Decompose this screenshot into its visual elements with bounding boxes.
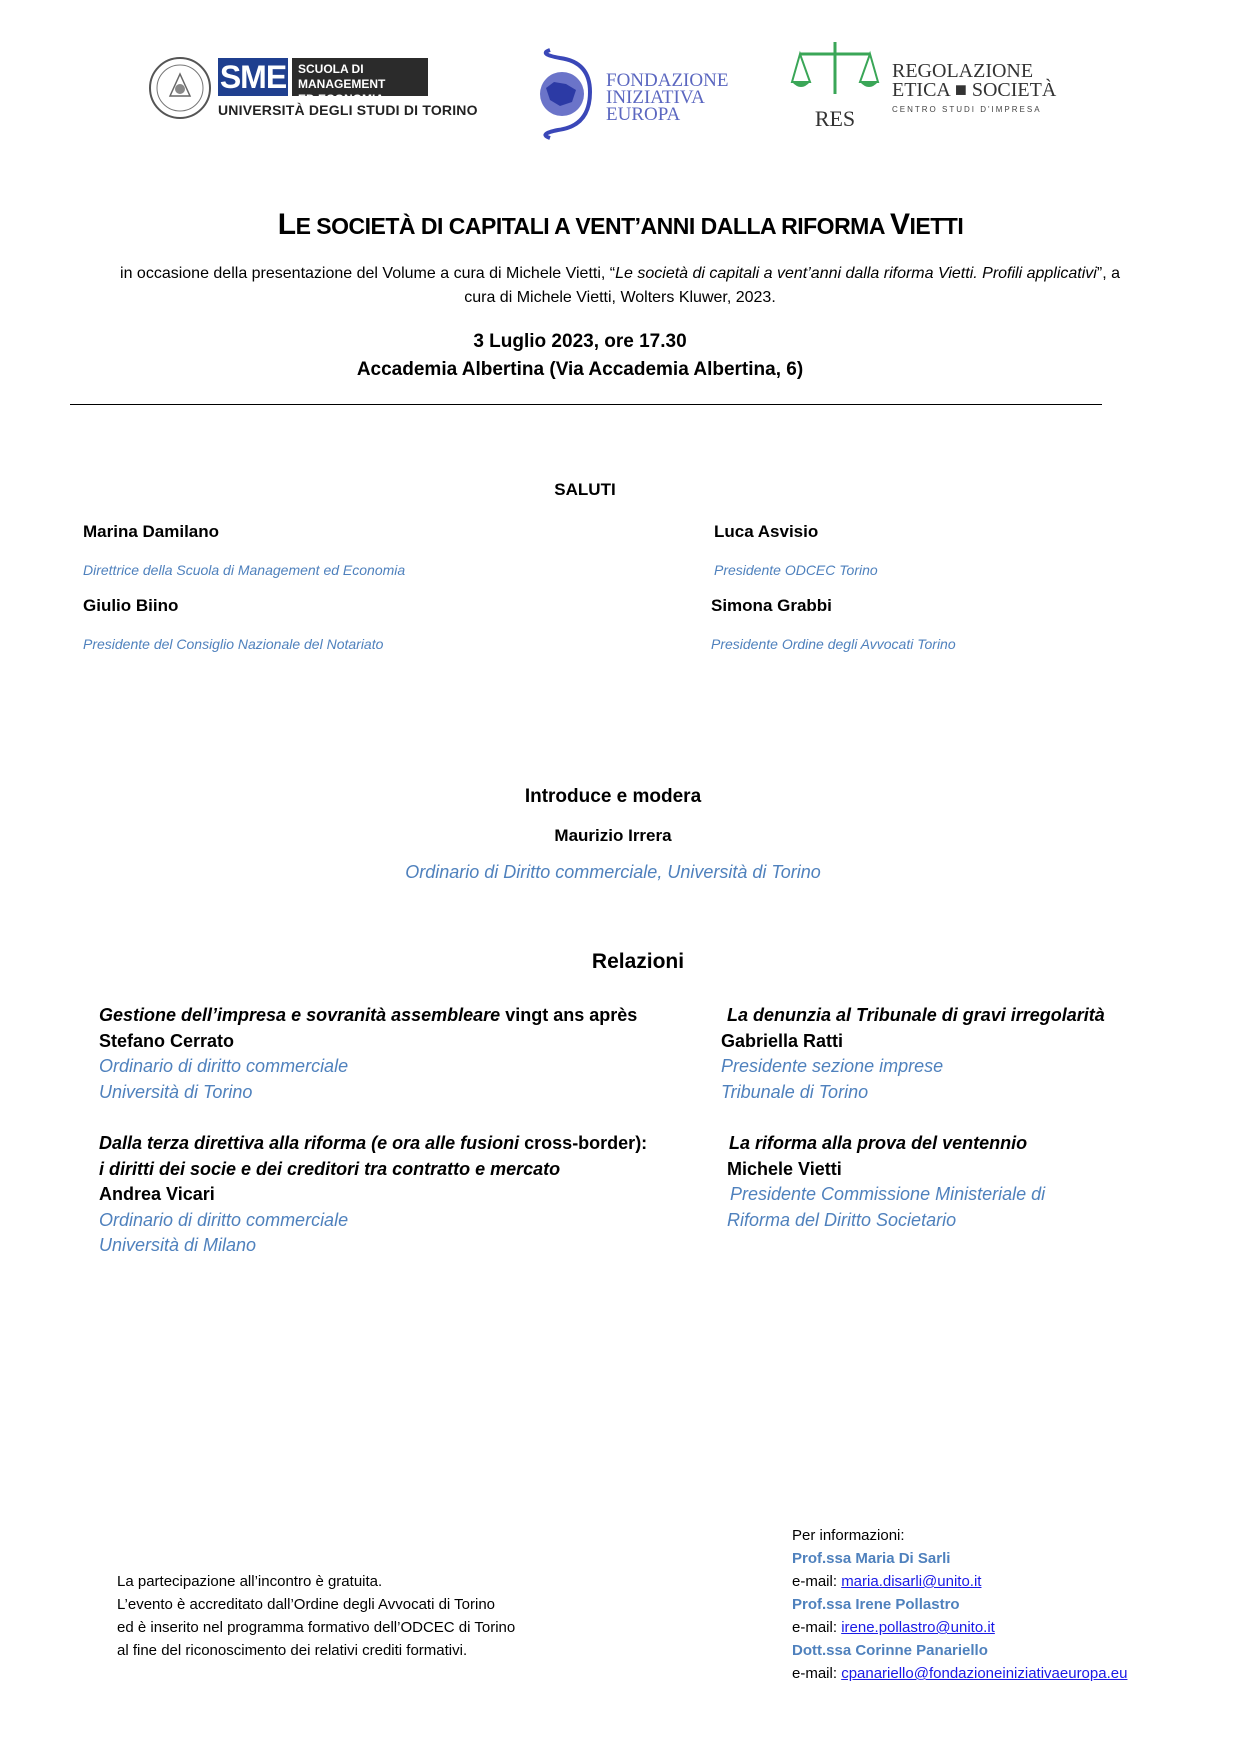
sme-logo-text: SCUOLA DI MANAGEMENT ED ECONOMIA — [292, 58, 428, 96]
saluti-role: Presidente ODCEC Torino — [714, 562, 878, 578]
talk-title-line2: i diritti dei socie e dei creditori tra contratto e mercato — [99, 1158, 561, 1179]
contact-email-link[interactable]: irene.pollastro@unito.it — [841, 1619, 995, 1636]
contact-name: Dott.ssa Corinne Panariello — [792, 1642, 988, 1659]
info-heading: Per informazioni: — [792, 1527, 905, 1544]
event-place: Accademia Albertina (Via Accademia Albertina, 6) — [356, 359, 804, 380]
university-seal-icon — [148, 56, 212, 120]
saluti-role: Presidente Ordine degli Avvocati Torino — [711, 636, 956, 652]
contact-info: Per informazioni: Prof.ssa Maria Di Sarli e-mail: maria.disarli@unito.it Prof.ssa Irene Pollastro e-mail: irene.pollastro@unito.it Dott.ssa Corinne Panariello e-mail: cpanariello@fondazioneiniziativaeuropa.eu — [792, 1524, 1127, 1685]
intro-name: Maurizio Irrera — [554, 826, 672, 845]
saluti-heading: SALUTI — [554, 480, 616, 499]
talk-speaker: Stefano Cerrato — [99, 1030, 235, 1051]
talk-speaker: Michele Vietti — [727, 1158, 842, 1179]
svg-text:RES: RES — [814, 106, 856, 131]
talk-role: Presidente Commissione Ministeriale di — [730, 1184, 1046, 1204]
saluti-role: Direttrice della Scuola di Management ed Economia — [83, 562, 406, 578]
talk-role: Ordinario di diritto commerciale — [99, 1056, 349, 1076]
talk-affiliation: Università di Milano — [99, 1235, 257, 1255]
contact-name: Prof.ssa Maria Di Sarli — [792, 1550, 951, 1567]
contact-name: Prof.ssa Irene Pollastro — [792, 1596, 960, 1613]
talk-item — [99, 1003, 637, 1105]
res-logo-text: REGOLAZIONE ETICA ■ SOCIETÀ — [892, 60, 1057, 101]
saluti-name: Giulio Biino — [83, 596, 179, 615]
contact-email-link[interactable]: cpanariello@fondazioneiniziativaeuropa.eu — [841, 1665, 1128, 1682]
talk-title: Gestione dell’impresa e sovranità assembleare vingt ans après — [99, 1005, 638, 1025]
talk-item — [727, 1131, 1045, 1233]
fondazione-logo-text: FONDAZIONE INIZIATIVA EUROPA — [606, 70, 729, 125]
talk-role: Ordinario di diritto commerciale — [99, 1209, 349, 1230]
talk-affiliation: Tribunale di Torino — [721, 1081, 869, 1102]
relazioni-heading: Relazioni — [591, 950, 685, 973]
saluti-name: Simona Grabbi — [711, 596, 832, 615]
contact-email-link[interactable]: maria.disarli@unito.it — [841, 1573, 982, 1590]
saluti-role: Presidente del Consiglio Nazionale del Notariato — [83, 636, 384, 652]
res-logo-subtitle: CENTRO STUDI D'IMPRESA — [892, 105, 1042, 114]
saluti-name: Marina Damilano — [83, 522, 220, 541]
talk-item — [99, 1131, 647, 1259]
intro-role: Ordinario di Diritto commerciale, Università di Torino — [405, 862, 821, 882]
talk-speaker: Andrea Vicari — [99, 1184, 215, 1204]
talk-title: Dalla terza direttiva alla riforma (e ora alle fusioni cross-border): — [99, 1133, 648, 1153]
talk-role: Presidente sezione imprese — [721, 1056, 944, 1076]
talk-speaker: Gabriella Ratti — [721, 1030, 844, 1051]
saluti-name: Luca Asvisio — [714, 522, 819, 541]
subtitle: in occasione della presentazione del Volume a cura di Michele Vietti, “Le società di capitali a vent’anni dalla riforma Vietti. Profili applicativi”, a cura di Michele Vietti, Wolters Kluwer, 2023. — [120, 265, 1120, 306]
page-title: LE SOCIETÀ DI CAPITALI A VENT’ANNI DALLA RIFORMA VIETTI — [277, 208, 964, 241]
event-info — [0, 328, 1160, 384]
divider — [70, 404, 1102, 405]
talk-affiliation: Riforma del Diritto Societario — [727, 1209, 957, 1230]
participation-note: La partecipazione all’incontro è gratuita. L’evento è accreditato dall’Ordine degli Avvocati di Torino ed è inserito nel programma formativo dell’ODCEC di Torino al fine del riconoscimento dei relativi crediti formativi. — [117, 1573, 516, 1659]
event-date: 3 Luglio 2023, ore 17.30 — [473, 331, 687, 352]
talk-affiliation: Università di Torino — [99, 1081, 253, 1102]
sme-university: UNIVERSITÀ DEGLI STUDI DI TORINO — [218, 102, 478, 118]
res-scales-logo-icon — [790, 36, 880, 132]
intro-heading: Introduce e modera — [524, 786, 702, 807]
fondazione-logo-icon — [520, 44, 610, 140]
talk-item — [721, 1003, 1105, 1105]
sme-logo: SME — [219, 59, 287, 95]
talk-title: La denunzia al Tribunale di gravi irregolarità — [727, 1005, 1105, 1025]
talk-title: La riforma alla prova del ventennio — [729, 1133, 1028, 1153]
